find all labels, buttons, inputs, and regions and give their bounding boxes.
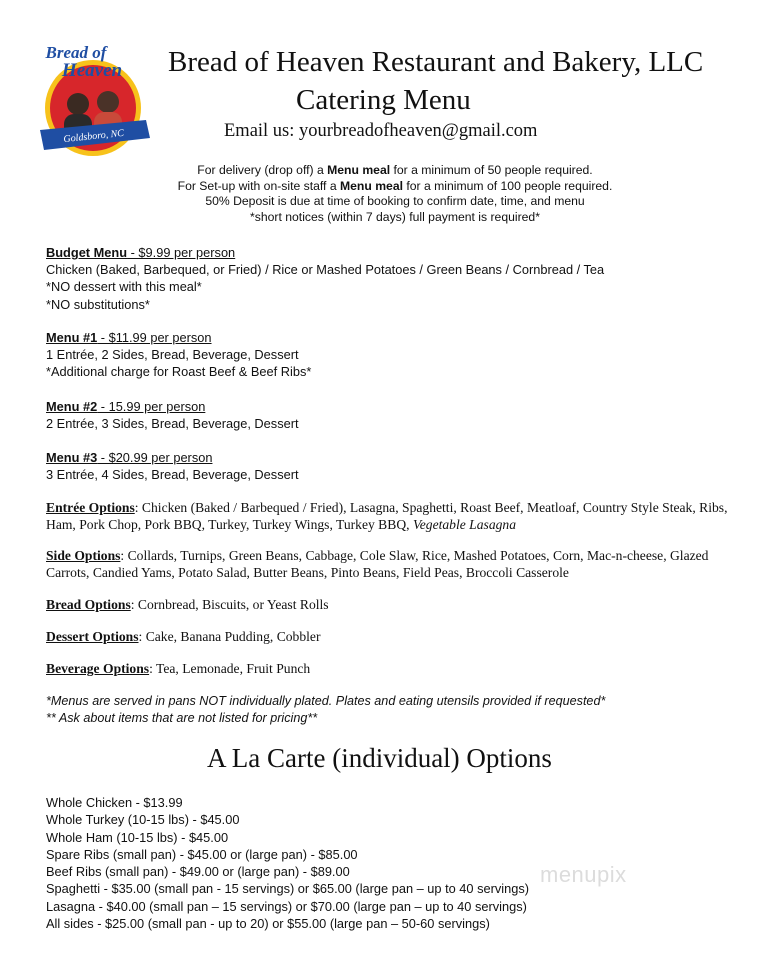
side-options-label: Side Options [46, 548, 121, 563]
budget-menu-line: Chicken (Baked, Barbequed, or Fried) / Rice or Mashed Potatoes / Green Beans / Cornbread / Tea [46, 262, 605, 278]
intro-line-2: For Set-up with on-site staff a Menu meal for a minimum of 100 people required. [177, 178, 613, 193]
bread-options-label: Bread Options [46, 597, 131, 612]
alacarte-list [46, 794, 529, 932]
page-title: Bread of Heaven Restaurant and Bakery, LLC [168, 46, 704, 78]
menu-3-heading: Menu #3 - $20.99 per person [46, 450, 213, 465]
intro-line-3: 50% Deposit is due at time of booking to confirm date, time, and menu [205, 194, 585, 209]
alacarte-item: Whole Turkey (10-15 lbs) - $45.00 [46, 812, 240, 828]
bread-options: Bread Options: Cornbread, Biscuits, or Yeast Rolls [46, 597, 329, 612]
menu-notes [46, 693, 605, 727]
watermark: menupix [540, 862, 627, 887]
alacarte-item: Beef Ribs (small pan) - $49.00 or (large pan) - $89.00 [46, 864, 350, 880]
beverage-options: Beverage Options: Tea, Lemonade, Fruit Punch [46, 661, 311, 676]
restaurant-logo [36, 42, 154, 160]
side-options: Side Options: Collards, Turnips, Green Beans, Cabbage, Cole Slaw, Rice, Mashed Potatoes, Corn, Mac-n-cheese, Glazed Carrots, Candied Yams, Potato Salad, Butter Beans, Pinto Beans, Field Peas, Broccoli Casserole [46, 548, 709, 580]
email-line: Email us: yourbreadofheaven@gmail.com [224, 121, 538, 141]
alacarte-item: Lasagna - $40.00 (small pan – 15 servings) or $70.00 (large pan – up to 40 servings) [46, 898, 527, 914]
menu-1-line: 1 Entrée, 2 Sides, Bread, Beverage, Dessert [46, 347, 299, 363]
intro-line-4: *short notices (within 7 days) full payment is required* [250, 209, 540, 224]
intro-text [160, 163, 630, 225]
dessert-options-label: Dessert Options [46, 629, 139, 644]
menu-2 [46, 398, 299, 432]
alacarte-item: All sides - $25.00 (small pan - up to 20) or $55.00 (large pan – 50-60 servings) [46, 916, 490, 932]
menu-3-line: 3 Entrée, 4 Sides, Bread, Beverage, Dessert [46, 467, 299, 483]
logo-graphic [36, 42, 154, 160]
budget-menu-heading: Budget Menu - $9.99 per person [46, 245, 236, 260]
alacarte-item: Spaghetti - $35.00 (small pan - 15 servings) or $65.00 (large pan – up to 40 servings) [46, 881, 530, 897]
logo-bread-text: Bread of [45, 43, 107, 62]
alacarte-heading: A La Carte (individual) Options [207, 743, 552, 773]
menu-1-note: *Additional charge for Roast Beef & Beef Ribs* [46, 364, 312, 380]
logo-city-text: Goldsboro, NC [62, 127, 125, 146]
menu-1 [46, 329, 311, 381]
alacarte-item: Whole Chicken - $13.99 [46, 795, 183, 810]
note-line-1: *Menus are served in pans NOT individually plated. Plates and eating utensils provided if requested* [46, 694, 606, 708]
budget-menu-note: *NO substitutions* [46, 296, 150, 312]
beverage-options-label: Beverage Options [46, 661, 150, 676]
budget-menu [46, 244, 604, 313]
menu-3 [46, 449, 299, 483]
menu-2-heading: Menu #2 - 15.99 per person [46, 399, 206, 414]
page-subtitle: Catering Menu [296, 84, 471, 116]
note-line-2: ** Ask about items that are not listed for pricing** [46, 711, 318, 725]
budget-menu-note: *NO dessert with this meal* [46, 279, 202, 295]
entree-options: Entrée Options: Chicken (Baked / Barbequed / Fried), Lasagna, Spaghetti, Roast Beef, Meatloaf, Country Style Steak, Ribs, Ham, Pork Chop, Pork BBQ, Turkey, Turkey Wings, Turkey BBQ, Vegetable Lasagna [46, 500, 728, 532]
dessert-options: Dessert Options: Cake, Banana Pudding, Cobbler [46, 629, 321, 644]
menu-1-heading: Menu #1 - $11.99 per person [46, 330, 212, 345]
intro-line-1: For delivery (drop off) a Menu meal for a minimum of 50 people required. [197, 163, 593, 177]
entree-options-label: Entrée Options [46, 500, 135, 515]
alacarte-item: Whole Ham (10-15 lbs) - $45.00 [46, 829, 229, 845]
menu-2-line: 2 Entrée, 3 Sides, Bread, Beverage, Dessert [46, 416, 299, 432]
alacarte-item: Spare Ribs (small pan) - $45.00 or (large pan) - $85.00 [46, 846, 358, 862]
logo-heaven-text: Heaven [61, 60, 123, 81]
